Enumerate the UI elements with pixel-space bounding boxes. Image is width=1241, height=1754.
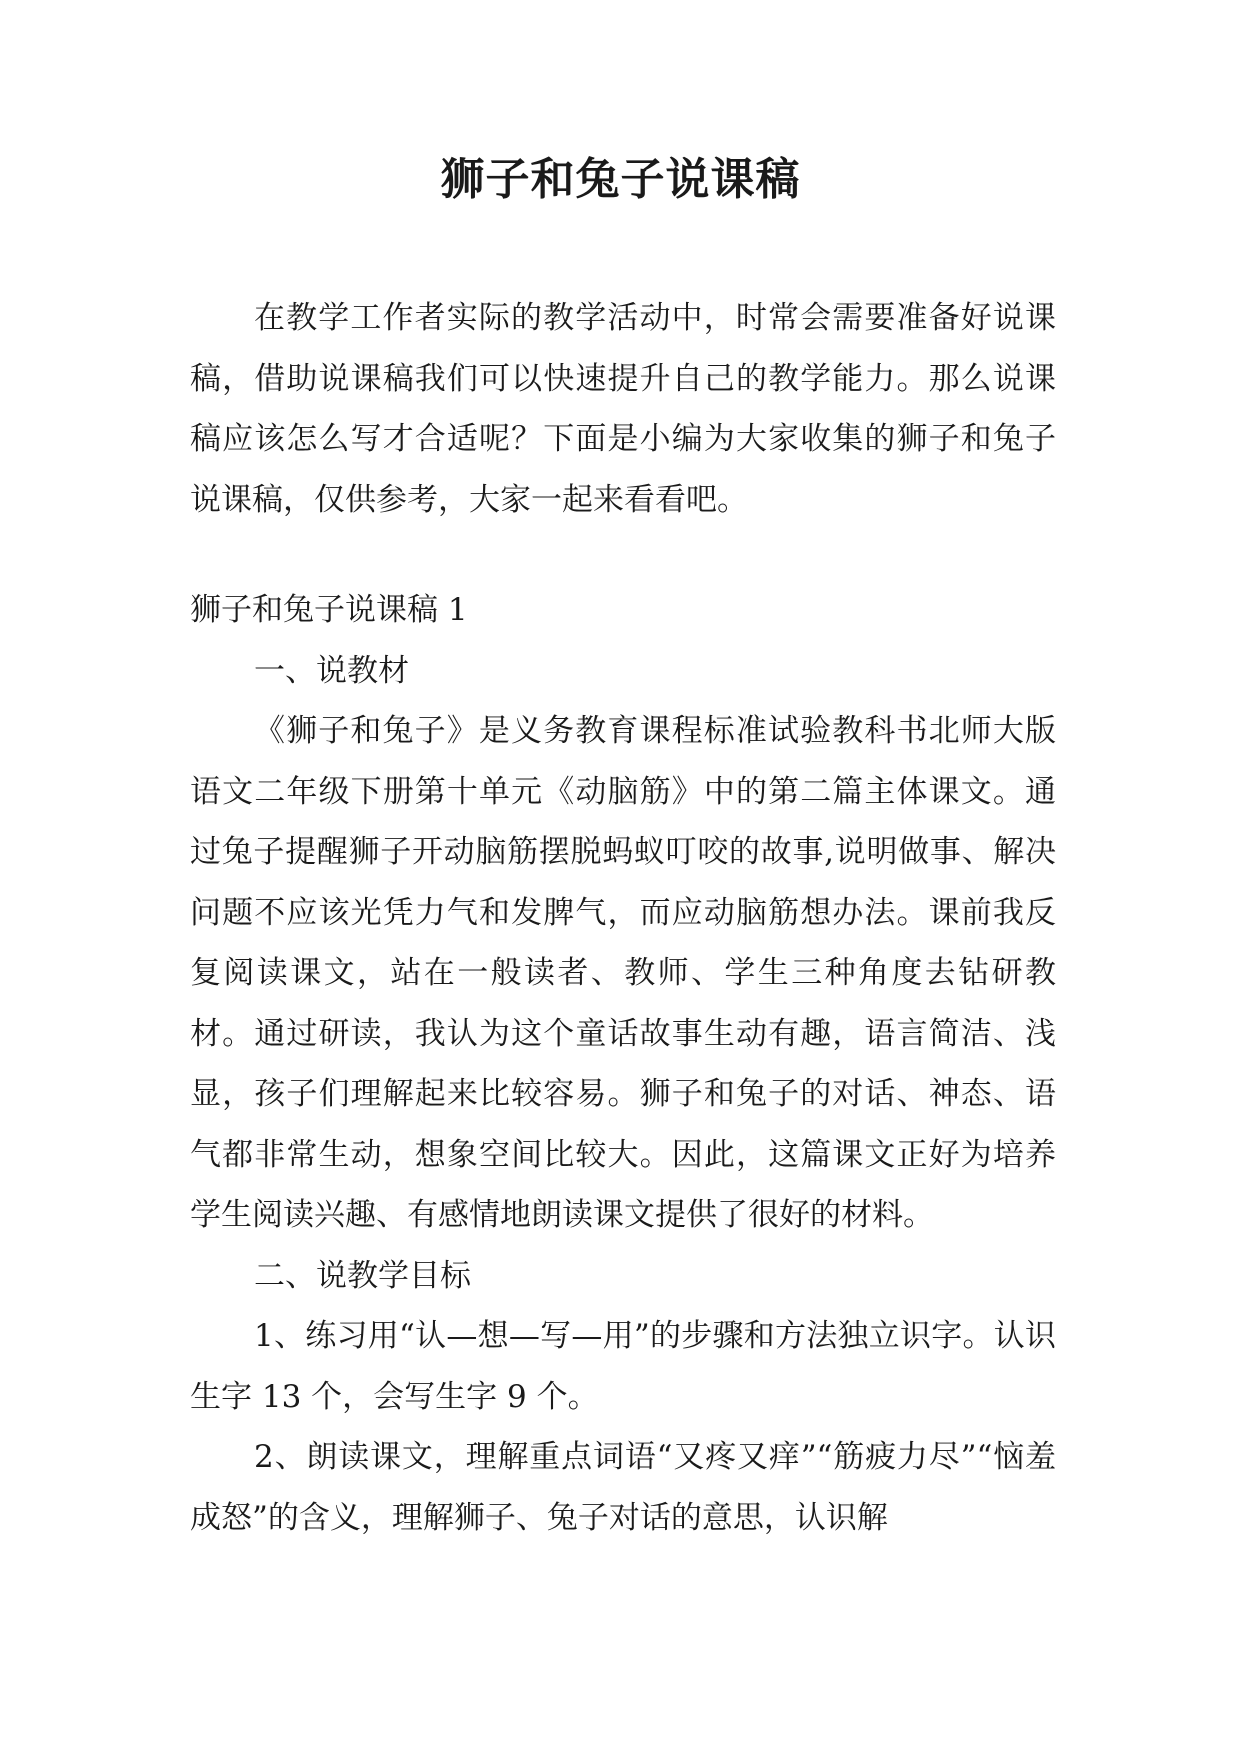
goal-2-paragraph: 2、朗读课文，理解重点词语“又疼又痒”“筋疲力尽”“恼羞成怒”的含义，理解狮子、兔子对话的意思，认识解 bbox=[190, 1439, 1056, 1536]
part2-heading: 二、说教学目标 bbox=[254, 1257, 471, 1294]
intro-paragraph: 在教学工作者实际的教学活动中，时常会需要准备好说课稿，借助说课稿我们可以快速提升自己的教学能力。那么说课稿应该怎么写才合适呢？下面是小编为大家收集的狮子和兔子说课稿，仅供参考，大家一起来看看吧。 bbox=[190, 300, 1056, 518]
section-title: 狮子和兔子说课稿 1 bbox=[190, 592, 468, 628]
part1-heading: 一、说教材 bbox=[254, 652, 409, 689]
document-title: 狮子和兔子说课稿 bbox=[440, 154, 801, 205]
part1-paragraph: 《狮子和兔子》是义务教育课程标准试验教科书北师大版语文二年级下册第十单元《动脑筋》中的第二篇主体课文。通过兔子提醒狮子开动脑筋摆脱蚂蚁叮咬的故事,说明做事、解决问题不应该光凭力气和发脾气，而应动脑筋想办法。课前我反复阅读课文，站在一般读者、教师、学生三种角度去钻研教材。通过研读，我认为这个童话故事生动有趣，语言简洁、浅显，孩子们理解起来比较容易。狮子和兔子的对话、神态、语气都非常生动，想象空间比较大。因此，这篇课文正好为培养学生阅读兴趣、有感情地朗读课文提供了很好的材料。 bbox=[190, 713, 1056, 1233]
goal-1-paragraph: 1、练习用“认—想—写—用”的步骤和方法独立识字。认识生字 13 个，会写生字 9 个。 bbox=[190, 1318, 1056, 1415]
document-body bbox=[190, 288, 1056, 1548]
